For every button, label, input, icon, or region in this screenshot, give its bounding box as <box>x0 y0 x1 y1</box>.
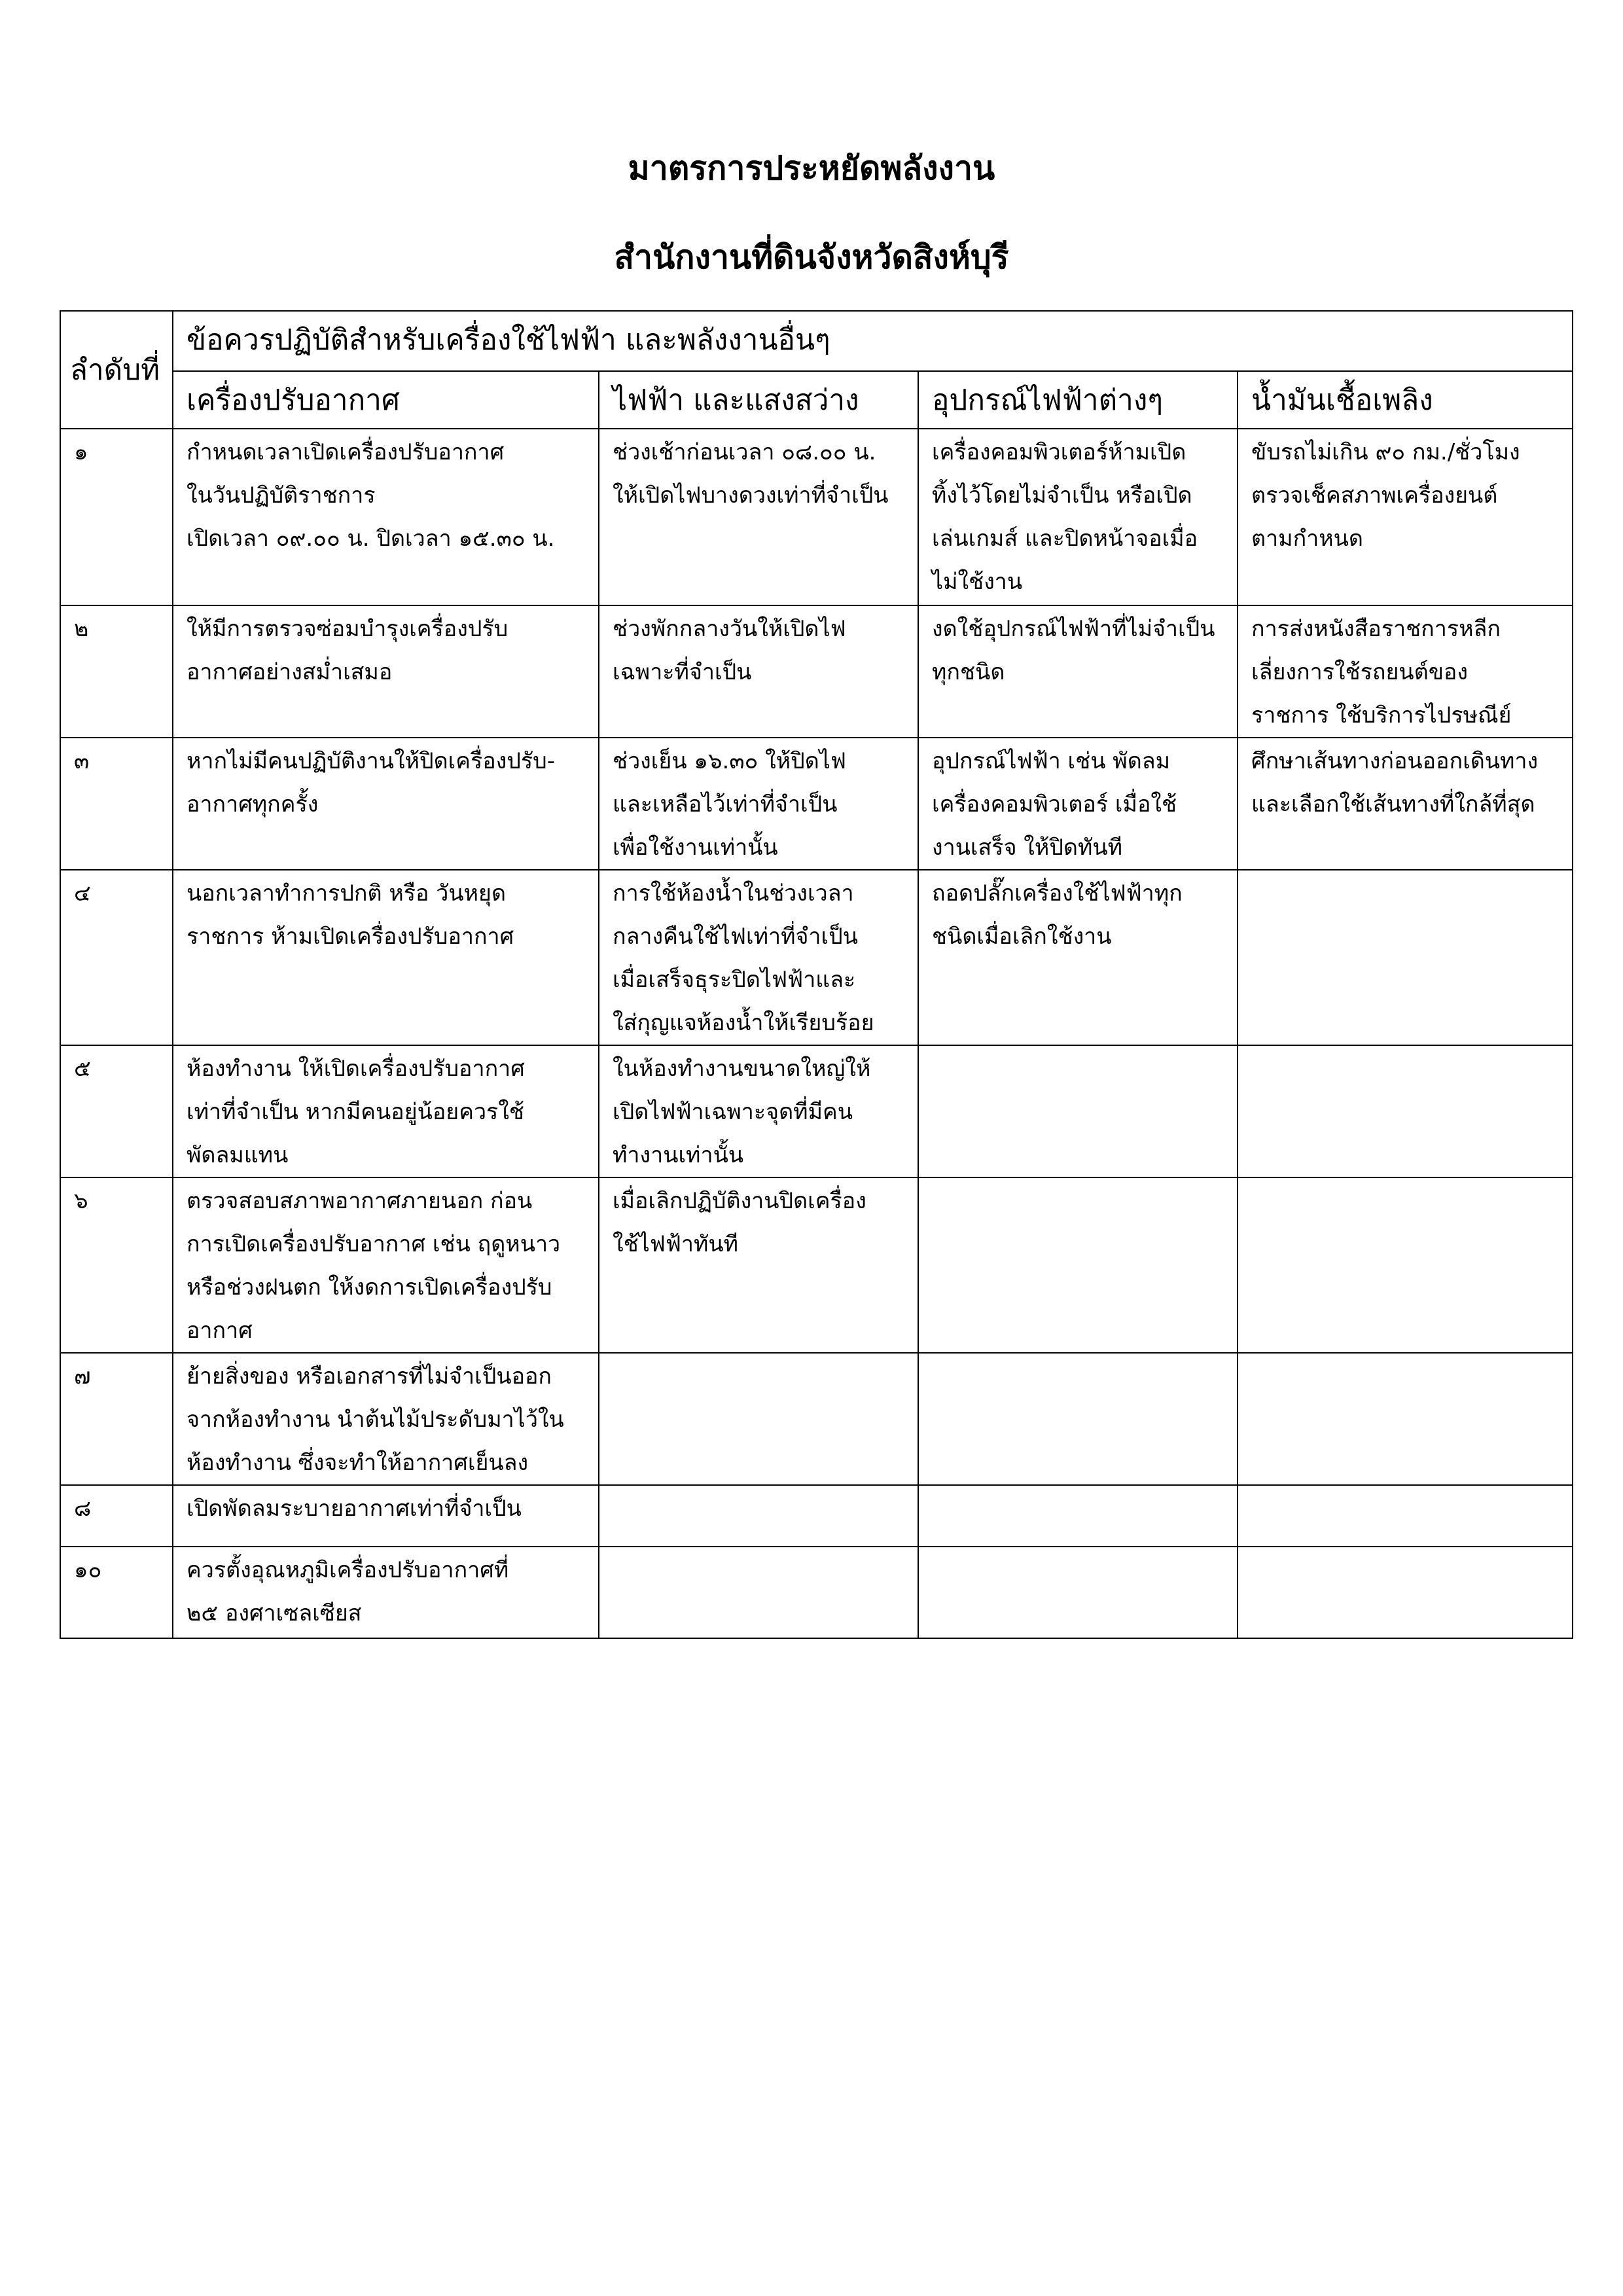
cell-air-conditioner <box>173 870 599 1045</box>
table-row <box>60 870 1573 1045</box>
cell-air-conditioner <box>173 605 599 738</box>
cell-electricity-lighting <box>599 1485 918 1547</box>
cell-electricity-lighting <box>599 1045 918 1177</box>
cell-text: การใช้ห้องน้ำในช่วงเวลา กลางคืนใช้ไฟเท่าที่จำเป็น เมื่อเสร็จธุระปิดไฟฟ้าและ ใส่กุญแจห้องน้ำให้เรียบร้อย <box>613 880 874 1036</box>
column-header-air-conditioner: เครื่องปรับอากาศ <box>173 371 599 429</box>
column-header-electricity-lighting: ไฟฟ้า และแสงสว่าง <box>599 371 918 429</box>
cell-text: ในห้องทำงานขนาดใหญ่ให้ เปิดไฟฟ้าเฉพาะจุดที่มีคน ทำงานเท่านั้น <box>613 1056 871 1168</box>
cell-text: ตรวจสอบสภาพอากาศภายนอก ก่อน การเปิดเครื่องปรับอากาศ เช่น ฤดูหนาว หรือช่วงฝนตก ให้งดการเปิดเครื่องปรับ อากาศ <box>187 1188 561 1344</box>
cell-text: ย้ายสิ่งของ หรือเอกสารที่ไม่จำเป็นออก จากห้องทำงาน นำต้นไม้ประดับมาไว้ใน ห้องทำงาน ซึ่งจะทำให้อากาศเย็นลง <box>187 1363 564 1476</box>
table-row <box>60 1353 1573 1485</box>
cell-electrical-appliances <box>918 605 1238 738</box>
cell-text: กำหนดเวลาเปิดเครื่องปรับอากาศ ในวันปฏิบัติราชการ เปิดเวลา ๐๙.๐๐ น. ปิดเวลา ๑๕.๓๐ น. <box>187 439 555 552</box>
cell-air-conditioner <box>173 738 599 870</box>
cell-air-conditioner <box>173 1485 599 1547</box>
cell-text: ให้มีการตรวจซ่อมบำรุงเครื่องปรับ อากาศอย่างสม่ำเสมอ <box>187 616 508 685</box>
cell-fuel <box>1238 738 1573 870</box>
row-number: ๕ <box>60 1045 173 1177</box>
cell-text: หากไม่มีคนปฏิบัติงานให้ปิดเครื่องปรับ- อากาศทุกครั้ง <box>187 748 556 817</box>
cell-air-conditioner <box>173 1045 599 1177</box>
table-row <box>60 1045 1573 1177</box>
cell-text: การส่งหนังสือราชการหลีก เลี่ยงการใช้รถยนต์ของ ราชการ ใช้บริการไปรษณีย์ <box>1251 616 1512 728</box>
cell-text: นอกเวลาทำการปกติ หรือ วันหยุด ราชการ ห้ามเปิดเครื่องปรับอากาศ <box>187 880 514 950</box>
table-body <box>60 429 1573 1638</box>
cell-text: ศึกษาเส้นทางก่อนออกเดินทาง และเลือกใช้เส้นทางที่ใกล้ที่สุด <box>1251 748 1539 817</box>
cell-electrical-appliances <box>918 429 1238 605</box>
energy-measures-table <box>60 310 1573 1639</box>
column-header-fuel: น้ำมันเชื้อเพลิง <box>1238 371 1573 429</box>
cell-fuel <box>1238 605 1573 738</box>
cell-electricity-lighting <box>599 429 918 605</box>
cell-electricity-lighting <box>599 1353 918 1485</box>
table-row <box>60 429 1573 605</box>
page-subtitle: สำนักงานที่ดินจังหวัดสิงห์บุรี <box>614 238 1009 276</box>
cell-fuel <box>1238 1177 1573 1353</box>
cell-electrical-appliances <box>918 738 1238 870</box>
cell-electrical-appliances <box>918 1177 1238 1353</box>
table-row <box>60 605 1573 738</box>
row-number: ๖ <box>60 1177 173 1353</box>
row-number: ๔ <box>60 870 173 1045</box>
cell-air-conditioner <box>173 1547 599 1638</box>
table-row <box>60 1547 1573 1638</box>
row-number: ๑๐ <box>60 1547 173 1638</box>
cell-fuel <box>1238 1045 1573 1177</box>
table-row <box>60 738 1573 870</box>
cell-electrical-appliances <box>918 1045 1238 1177</box>
cell-air-conditioner <box>173 1177 599 1353</box>
cell-fuel <box>1238 429 1573 605</box>
cell-text: เปิดพัดลมระบายอากาศเท่าที่จำเป็น <box>187 1496 522 1522</box>
cell-fuel <box>1238 1547 1573 1638</box>
column-header-electrical-appliances: อุปกรณ์ไฟฟ้าต่างๆ <box>918 371 1238 429</box>
cell-electrical-appliances <box>918 1547 1238 1638</box>
cell-fuel <box>1238 1485 1573 1547</box>
cell-text: อุปกรณ์ไฟฟ้า เช่น พัดลม เครื่องคอมพิวเตอร์ เมื่อใช้ งานเสร็จ ให้ปิดทันที <box>932 748 1177 861</box>
sequence-column-header: ลำดับที่ <box>60 311 173 429</box>
cell-electricity-lighting <box>599 1547 918 1638</box>
cell-text: ช่วงเย็น ๑๖.๓๐ ให้ปิดไฟ และเหลือไว้เท่าที่จำเป็น เพื่อใช้งานเท่านั้น <box>613 748 846 861</box>
cell-electrical-appliances <box>918 1485 1238 1547</box>
row-number: ๗ <box>60 1353 173 1485</box>
cell-fuel <box>1238 1353 1573 1485</box>
cell-text: งดใช้อุปกรณ์ไฟฟ้าที่ไม่จำเป็น ทุกชนิด <box>932 616 1215 685</box>
row-number: ๒ <box>60 605 173 738</box>
cell-electricity-lighting <box>599 738 918 870</box>
cell-air-conditioner <box>173 429 599 605</box>
row-number: ๘ <box>60 1485 173 1547</box>
cell-fuel <box>1238 870 1573 1045</box>
cell-text: ช่วงเช้าก่อนเวลา ๐๘.๐๐ น. ให้เปิดไฟบางดวงเท่าที่จำเป็น <box>613 439 889 509</box>
cell-electricity-lighting <box>599 1177 918 1353</box>
row-number: ๑ <box>60 429 173 605</box>
cell-text: เมื่อเลิกปฏิบัติงานปิดเครื่อง ใช้ไฟฟ้าทันที <box>613 1188 866 1257</box>
cell-text: เครื่องคอมพิวเตอร์ห้ามเปิด ทิ้งไว้โดยไม่จำเป็น หรือเปิด เล่นเกมส์ และปิดหน้าจอเมื่อ ไม่ใช้งาน <box>932 439 1198 595</box>
table-row <box>60 1177 1573 1353</box>
cell-electrical-appliances <box>918 870 1238 1045</box>
page-title: มาตรการประหยัดพลังงาน <box>628 149 995 187</box>
row-number: ๓ <box>60 738 173 870</box>
cell-text: ควรตั้งอุณหภูมิเครื่องปรับอากาศที่ ๒๕ องศาเซลเซียส <box>187 1557 509 1626</box>
cell-text: ถอดปลั๊กเครื่องใช้ไฟฟ้าทุก ชนิดเมื่อเลิกใช้งาน <box>932 880 1183 950</box>
cell-electricity-lighting <box>599 605 918 738</box>
cell-electricity-lighting <box>599 870 918 1045</box>
cell-air-conditioner <box>173 1353 599 1485</box>
cell-electrical-appliances <box>918 1353 1238 1485</box>
cell-text: ช่วงพักกลางวันให้เปิดไฟ เฉพาะที่จำเป็น <box>613 616 846 685</box>
table-row <box>60 1485 1573 1547</box>
group-column-header: ข้อควรปฏิบัติสำหรับเครื่องใช้ไฟฟ้า และพลังงานอื่นๆ <box>173 311 1573 371</box>
cell-text: ห้องทำงาน ให้เปิดเครื่องปรับอากาศ เท่าที่จำเป็น หากมีคนอยู่น้อยควรใช้ พัดลมแทน <box>187 1056 525 1168</box>
cell-text: ขับรถไม่เกิน ๙๐ กม./ชั่วโมง ตรวจเช็คสภาพเครื่องยนต์ ตามกำหนด <box>1251 439 1520 552</box>
